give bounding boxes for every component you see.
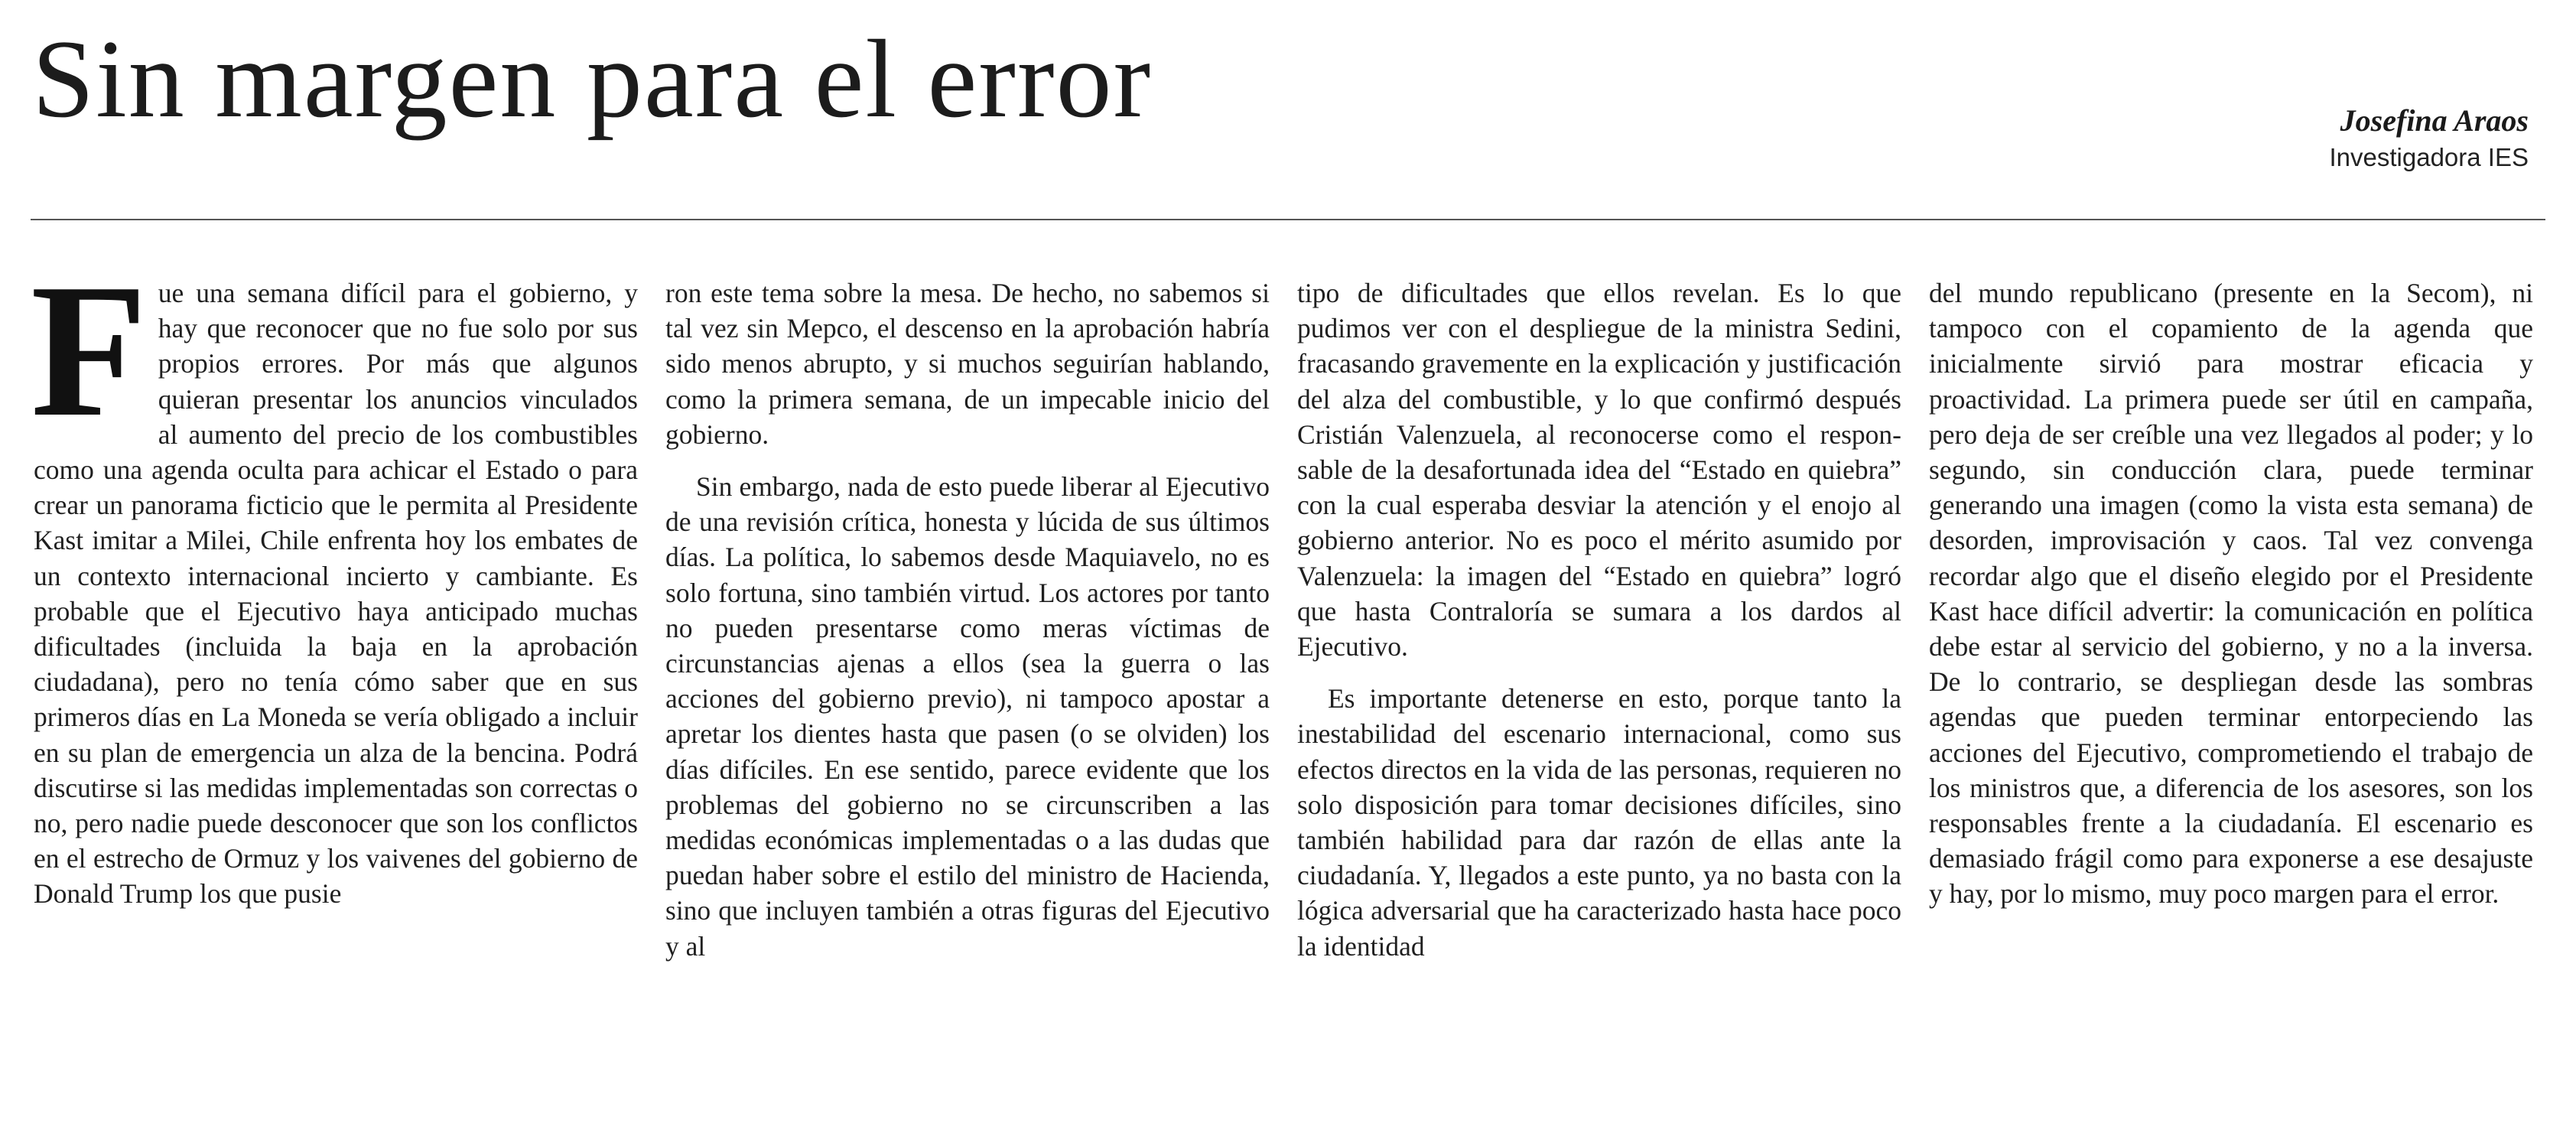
paragraph: ron este tema sobre la mesa. De hecho, no sabemos si tal vez sin Mepco, el descenso en la aprobación habría sido menos abrupto, y si muchos seguirían hablando, como la primera semana, de un impecable inicio del gobierno. [665,278,1270,450]
column-4 [1929,275,2533,912]
column-3 [1297,275,1901,964]
headline: Sin margen para el error [32,17,1153,141]
paragraph: Es importante detenerse en esto, porque tanto la inestabilidad del escenario internacional, como sus efectos directos en la vida de las personas, requieren no solo disposición para tomar decisiones difíciles, sino también habilidad para dar razón de ellas ante la ciudadanía. Y, llegados a este punto, ya no basta con la lógica adversarial que ha caracterizado hasta hace poco la identidad [1297,683,1901,962]
paragraph: Sin embargo, nada de esto puede liberar al Ejecutivo de una revisión crítica, honesta y lúcida de sus últimos días. La política, lo sabemos desde Maquiavelo, no es solo fortuna, sino también virtud. Los actores por tanto no pueden presentarse como meras víctimas de circunstancias ajenas a ellos (sea la guerra o las acciones del gobierno previo), ni tampoco apostar a apretar los dientes hasta que pasen (o se olviden) los días difíciles. En ese sentido, parece evidente que los problemas del gobierno no se circunscriben a las medidas económicas implementadas o a las dudas que puedan haber sobre el estilo del ministro de Hacienda, sino que incluyen también a otras figuras del Ejecutivo y al [665,471,1270,962]
article-body [0,245,2576,1117]
paragraph: del mundo republicano (presente en la Secom), ni tampoco con el copamiento de la agenda que inicialmente sirvió para mostrar eficacia y proactividad. La primera puede ser útil en campaña, pero deja de ser creíble una vez llegados al poder; y lo segundo, sin conducción clara, puede terminar generando una imagen (como la vista esta semana) de desorden, improvisación y caos. Tal vez convenga recordar algo que el diseño elegido por el Presidente Kast hace difícil advertir: la comunicación en política debe estar al servicio del gobierno, y no a la inversa. De lo contrario, se despliegan desde las sombras agendas que pueden terminar entorpeciendo las acciones del Ejecutivo, comprometiendo el trabajo de los ministros que, a diferencia de los asesores, son los responsables frente a la ciudadanía. El escenario es demasiado frágil como para exponerse a ese desajuste y hay, por lo mismo, muy poco margen para el error. [1929,278,2533,910]
column-1 [31,245,638,912]
paragraph-text: ue una semana difícil para el gobierno, y hay que reconocer que no fue solo por sus propios errores. Por más que algunos quieran presentar los anuncios vinculados al aumento del precio de los combustibles como una agenda oculta para achicar el Estado o para crear un panorama ficticio que le permita al Presidente Kast imitar a Milei, Chile enfrenta hoy los embates de un contexto internacional incierto y cambiante. Es probable que el Ejecutivo haya anticipado muchas dificultades (incluida la baja en la aprobación ciudadana), pero no tenía cómo saber que en sus primeros días en La Moneda se vería obligado a incluir en su plan de emergencia un alza de la bencina. Podrá discutirse si las medidas implementadas son correctas o no, pero nadie puede desconocer que son los conflictos en el estrecho de Ormuz y los vaivenes del gobierno de Donald Trump los que pusie [34,278,638,910]
header-divider [31,219,2545,220]
author-role: Investigadora IES [2329,143,2529,171]
author-name: Josefina Araos [2340,103,2529,138]
column-2 [665,275,1270,964]
paragraph [31,245,638,912]
drop-cap: F [31,245,148,457]
byline [2330,101,2529,174]
paragraph: tipo de dificultades que ellos revelan. Es lo que pudimos ver con el despliegue de la ministra Sedini, fracasando gravemente en la explicación y justificación del alza del combustible, y lo que confirmó después Cristián Valenzuela, al reconocerse como el responsable de la desafortunada idea del “Estado en quiebra” con la cual esperaba desviar la atención y el enojo al gobierno anterior. No es poco el mérito asumido por Valenzuela: la imagen del “Estado en quiebra” logró que hasta Contraloría se sumara a los dardos al Ejecutivo. [1297,278,1901,662]
